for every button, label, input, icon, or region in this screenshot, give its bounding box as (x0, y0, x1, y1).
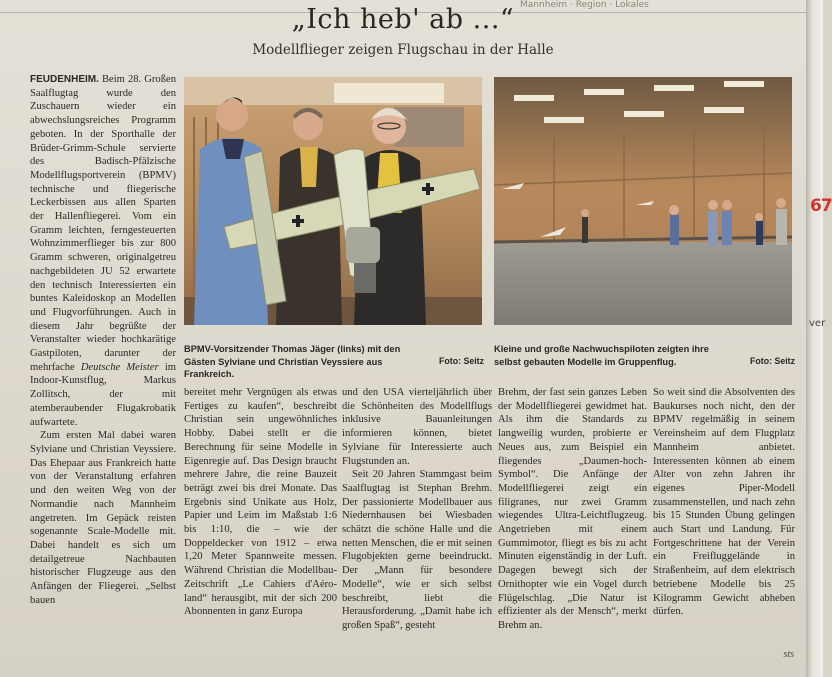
photo-gym-hall-group-flight (494, 77, 792, 325)
paragraph: So weit sind die Absolventen des Baukurses noch nicht, den der BPMV regelmäßig in seinem Vereinsheim auf dem Flugplatz Mannheim anbietet. Interessenten können ab einem Alter von zehn Jahren ihr eigenes Piper-Modell zusammenstellen, und nach zehn bis 15 Stunden Übung gelingen auch Start und Landung. Für Fortgeschrittene hat der Verein ein Freifluggelände in Straßenheim, auf dem elektrisch betriebene Modelle bis 25 Kilogramm Gewicht abheben dürfen. (653, 387, 795, 618)
adjacent-page-edge (806, 0, 832, 677)
adjacent-page-text: ver (809, 318, 826, 329)
paragraph: Seit 20 Jahren Stammgast beim Saalflugtag ist Stephan Brehm. Der passionierte Modellbauer aus Niedernhausen bei Wiesbaden schätzt die schöne Halle und die netten Menschen, die er mit seinen Flugobjekten gerne beeindruckt. Der „Mann für besondere Modelle“, wie er sich selbst beschreibt, liebt die Herausforderung. „Damit habe ich großen Spaß“, gesteht (342, 469, 492, 631)
paragraph: bereitet mehr Vergnügen als etwas Fertiges zu kaufen“, beschreibt Christian sein ungewöhnliches Hobby. Dabei stellt er die Berechnung für seine Modelle in Eigenregie auf. Das Design braucht mehrere Jahre, die reine Bauzeit beträgt zwei bis drei Monate. Das Ergebnis sind Unikate aus Holz, Papier und Leim im Maßstab 1:6 bis 1:10, die – wie der Doppeldecker von 1912 – etwa 1,20 Meter Spannweite messen. Während Christian die Modellbau-Zeitschrift „Le Cahiers d'Aéro-land“ herausgibt, mit der sich 200 Abonnenten in ganz Europa (184, 387, 337, 618)
photo1-caption: BPMV-Vorsitzender Thomas Jäger (links) mit den Gästen Sylviane und Christian Veyssiere aus Frankreich. (184, 344, 401, 379)
photo2-caption: Kleine und große Nachwuchspiloten zeigten ihre selbst gebauten Modelle im Gruppenflug. (494, 344, 709, 367)
article-column-2 (184, 386, 337, 677)
paragraph: Zum ersten Mal dabei waren Sylviane und Christian Veyssiere. Das Ehepaar aus Frankreich hatte von der Veranstaltung erfahren und den weiten Weg von der Normandie nach Mannheim angetreten. Im Gepäck reisten sogenannte Scale-Modelle mit. Dabei handelt es sich um detailgetreue Nachbauten historischer Flugzeuge aus den Anfängen der Fliegerei. „Selbst bauen (30, 430, 176, 606)
paragraph: und den USA vierteljährlich über die Schönheiten des Modellflugs inklusive Bauanleitungen informieren können, bietet Sylviane für Interessierte auch Flugstunden an. (342, 387, 492, 467)
paragraph (30, 73, 176, 429)
author-signature: sts (783, 649, 794, 660)
paragraph: Brehm, der fast sein ganzes Leben der Modellfliegerei gewidmet hat. Als ihm die Standards zu langweilig wurden, probierte er Neues aus, zum Beispiel ein fliegendes „Daumen-hoch-Symbol“. Die Anfänge der Modellfliegerei zeigt ein filigranes, nur zwei Gramm wiegendes Ultra-Leichtflugzeug. Angetrieben mit einem Gummimotor, fliegt es bis zu acht Minuten eigenständig in der Luft. Dagegen bewegt sich der Ornithopter wie ein Vogel durch Flügelschlag. „Die Natur ist effizienter als der Mensch“, merkt Brehm an. (498, 387, 647, 631)
photo1-credit: Foto: Seitz (439, 356, 484, 366)
article-column-5 (653, 386, 795, 677)
subheadline: Modellflieger zeigen Flugschau in der Halle (252, 42, 554, 58)
photo-people-with-model-plane (184, 77, 482, 325)
adjacent-page-number: 67 (810, 196, 832, 216)
fragment-text: Mannheim · Region · Lokales (520, 0, 649, 10)
photo2-illustration (494, 77, 792, 325)
paragraph-text: im Indoor-Kunstflug, Markus Zollitsch, der mit atemberaubender Flugakrobatik aufwartete. (30, 361, 176, 428)
article-column-1 (30, 73, 176, 677)
article-column-4 (498, 386, 647, 677)
photo1-illustration (184, 77, 482, 325)
emphasis-text: Deutsche Meister (80, 361, 159, 373)
dateline: FEUDENHEIM. (30, 74, 99, 85)
article-column-3 (342, 386, 492, 677)
paragraph-text: Beim 28. Großen Saalflugtag wurde den Zuschauern wieder ein abwechslungsreiches Programm geboten. In der Sporthalle der Brüder-Grimm-Schule servierte des Badisch-Pfälzische Modellflugsportverein (BPMV) technische und fliegerische Leckerbissen aus allen Sparten der Hallenfliegerei. Vom ein Gramm leichten, ferngesteuerten Wohnzimmerflieger bis zur 800 Gramm schweren, originalgetreu nachgebildeten JU 52 erwartete den technisch Interessierten ein buntes Kaleidoskop an Modellen und Flugvorführungen. Auch in diesem Jahr begrüßte der Veranstalter wieder hochkarätige Gastpiloten, darunter der mehrfache (30, 74, 176, 373)
photo2-credit: Foto: Seitz (750, 356, 795, 366)
headline: „Ich heb' ab ...“ (291, 4, 515, 35)
